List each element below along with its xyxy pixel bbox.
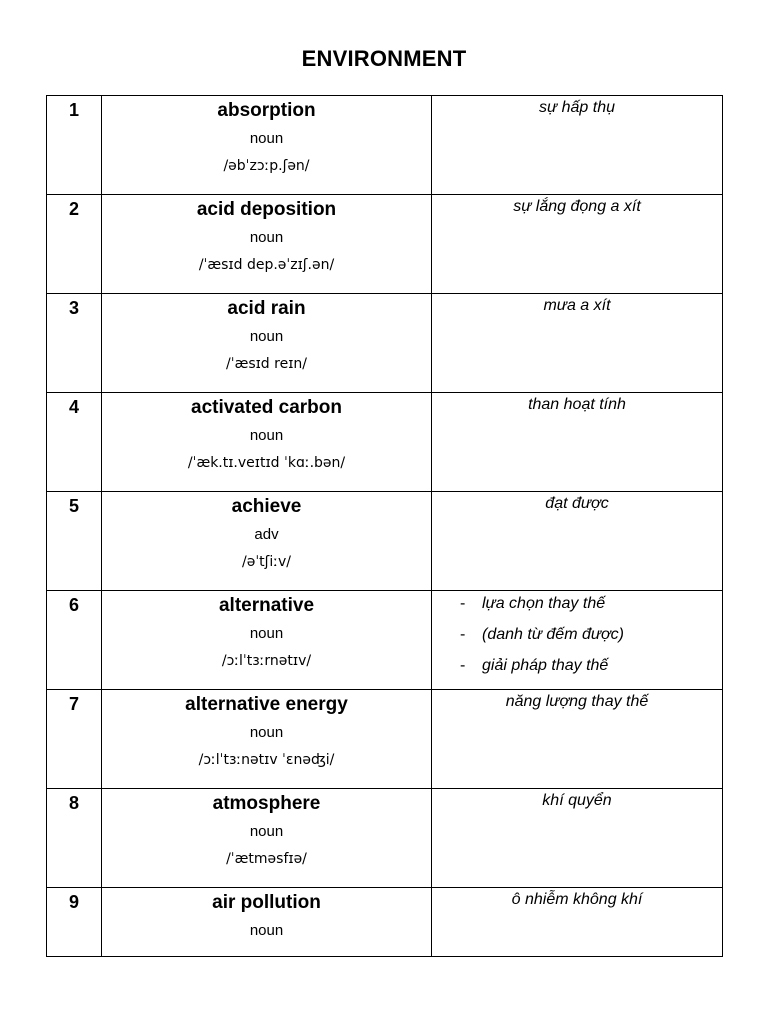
entry-number: 2	[47, 195, 102, 294]
pronunciation: /ɔːlˈtɜːrnətɪv/	[221, 653, 312, 669]
meaning: mưa a xít	[432, 294, 723, 393]
part-of-speech: noun	[249, 229, 284, 246]
term-cell	[102, 690, 432, 789]
term-word: achieve	[231, 496, 302, 517]
entry-number: 7	[47, 690, 102, 789]
term-cell	[102, 492, 432, 591]
term-word: activated carbon	[191, 397, 342, 418]
part-of-speech: noun	[249, 823, 284, 840]
table-row	[47, 393, 723, 492]
term-word: air pollution	[212, 892, 321, 913]
table-row	[47, 492, 723, 591]
part-of-speech: noun	[249, 328, 284, 345]
entry-number: 6	[47, 591, 102, 690]
vocabulary-table	[46, 95, 723, 957]
meaning: ô nhiễm không khí	[432, 888, 723, 957]
meaning-item: - giải pháp thay thế	[460, 656, 722, 676]
meaning: khí quyển	[432, 789, 723, 888]
entry-number: 5	[47, 492, 102, 591]
table-row	[47, 888, 723, 957]
term-word: alternative energy	[185, 694, 348, 715]
term-word: atmosphere	[212, 793, 321, 814]
pronunciation: /ˈæsɪd reɪn/	[226, 356, 307, 372]
pronunciation: /ˈætməsfɪə/	[226, 851, 307, 867]
table-row	[47, 591, 723, 690]
part-of-speech: noun	[249, 130, 284, 147]
term-cell	[102, 393, 432, 492]
term-word: acid rain	[227, 298, 306, 319]
table-row	[47, 195, 723, 294]
term-cell	[102, 294, 432, 393]
term-cell	[102, 591, 432, 690]
part-of-speech: noun	[249, 922, 284, 939]
meaning: năng lượng thay thế	[432, 690, 723, 789]
part-of-speech: noun	[249, 427, 284, 444]
pronunciation: /əˈtʃiːv/	[242, 554, 291, 570]
meaning: đạt được	[432, 492, 723, 591]
entry-number: 1	[47, 96, 102, 195]
meaning-item: - (danh từ đếm được)	[460, 625, 722, 645]
meaning: sự hấp thụ	[432, 96, 723, 195]
term-word: acid deposition	[196, 199, 337, 220]
entry-number: 4	[47, 393, 102, 492]
term-cell	[102, 195, 432, 294]
table-row	[47, 294, 723, 393]
meaning: than hoạt tính	[432, 393, 723, 492]
term-cell	[102, 888, 432, 957]
term-word: absorption	[217, 100, 316, 121]
term-word: alternative	[218, 595, 315, 616]
pronunciation: /ˈæk.tɪ.veɪtɪd ˈkɑː.bən/	[187, 455, 346, 471]
meaning-list	[432, 594, 722, 676]
part-of-speech: adv	[254, 526, 279, 543]
part-of-speech: noun	[249, 724, 284, 741]
entry-number: 3	[47, 294, 102, 393]
entry-number: 8	[47, 789, 102, 888]
pronunciation: /əbˈzɔːp.ʃən/	[223, 158, 310, 174]
part-of-speech: noun	[249, 625, 284, 642]
term-cell	[102, 789, 432, 888]
meaning-item: - lựa chọn thay thế	[460, 594, 722, 614]
pronunciation: /ɔːlˈtɜːnətɪv ˈɛnəʤi/	[198, 752, 335, 768]
pronunciation: /ˈæsɪd dep.əˈzɪʃ.ən/	[198, 257, 335, 273]
term-cell	[102, 96, 432, 195]
meaning: sự lắng đọng a xít	[432, 195, 723, 294]
table-row	[47, 96, 723, 195]
table-row	[47, 690, 723, 789]
table-row	[47, 789, 723, 888]
entry-number: 9	[47, 888, 102, 957]
page-title: ENVIRONMENT	[301, 46, 467, 71]
meaning-list-cell	[432, 591, 723, 690]
